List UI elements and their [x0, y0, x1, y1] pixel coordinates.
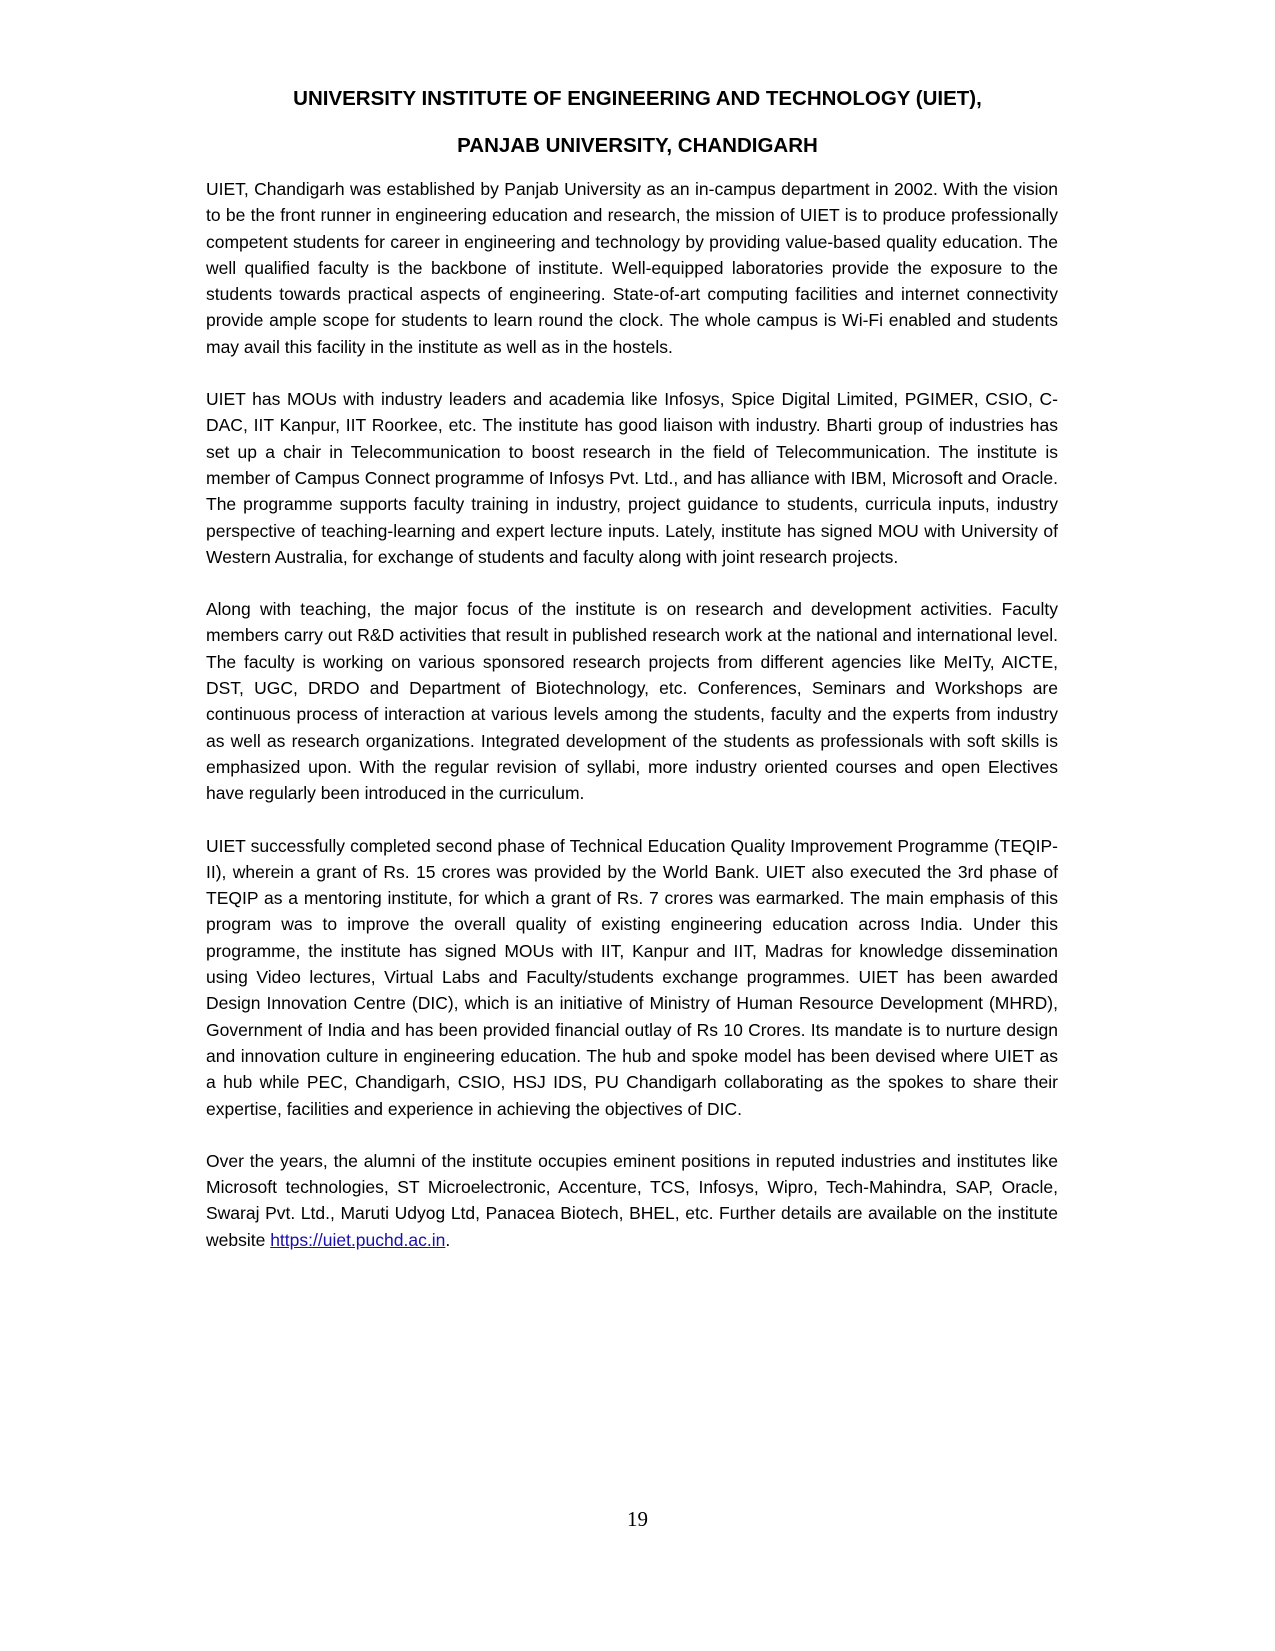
paragraph-establishment: UIET, Chandigarh was established by Panjab University as an in-campus department in 2002. With the vision to be the front runner in engineering education and research, the mission of UIET is to produce professionally competent students for career in engineering and technology by providing value-based quality education. The well qualified faculty is the backbone of institute. Well-equipped laboratories provide the exposure to the students towards practical aspects of engineering. State-of-art computing facilities and internet connectivity provide ample scope for students to learn round the clock. The whole campus is Wi-Fi enabled and students may avail this facility in the institute as well as in the hostels. — [206, 179, 1058, 357]
page-title-line-1: UNIVERSITY INSTITUTE OF ENGINEERING AND TECHNOLOGY (UIET), — [293, 87, 982, 110]
paragraph-research: Along with teaching, the major focus of the institute is on research and development activities. Faculty members carry out R&D activities that result in published research work at the national and international level. The faculty is working on various sponsored research projects from different agencies like MeITy, AICTE, DST, UGC, DRDO and Department of Biotechnology, etc. Conferences, Seminars and Workshops are continuous process of interaction at various levels among the students, faculty and the experts from industry as well as research organizations. Integrated development of the students as professionals with soft skills is emphasized upon. With the regular revision of syllabi, more industry oriented courses and open Electives have regularly been introduced in the curriculum. — [206, 599, 1058, 804]
paragraph-mous: UIET has MOUs with industry leaders and academia like Infosys, Spice Digital Limited, PGIMER, CSIO, C-DAC, IIT Kanpur, IIT Roorkee, etc. The institute has good liaison with industry. Bharti group of industries has set up a chair in Telecommunication to boost research in the field of Telecommunication. The institute is member of Campus Connect programme of Infosys Pvt. Ltd., and has alliance with IBM, Microsoft and Oracle. The programme supports faculty training in industry, project guidance to students, curricula inputs, industry perspective of teaching-learning and expert lecture inputs. Lately, institute has signed MOU with University of Western Australia, for exchange of students and faculty along with joint research projects. — [206, 389, 1058, 567]
page-number: 19 — [627, 1507, 648, 1531]
paragraph-alumni — [206, 1148, 1058, 1253]
page-title-line-2: PANJAB UNIVERSITY, CHANDIGARH — [457, 134, 818, 157]
paragraph-alumni-text: Over the years, the alumni of the institute occupies eminent positions in reputed industries and institutes like Microsoft technologies, ST Microelectronic, Accenture, TCS, Infosys, Wipro, Tech-Mahindra, SAP, Oracle, Swaraj Pvt. Ltd., Maruti Udyog Ltd, Panacea Biotech, BHEL, etc. Further details are available on the institute website — [206, 1150, 1058, 1250]
institute-website-link[interactable]: https://uiet.puchd.ac.in — [270, 1229, 446, 1250]
paragraph-alumni-trailing: . — [445, 1229, 451, 1250]
paragraph-teqip: UIET successfully completed second phase of Technical Education Quality Improvement Programme (TEQIP-II), wherein a grant of Rs. 15 crores was provided by the World Bank. UIET also executed the 3rd phase of TEQIP as a mentoring institute, for which a grant of Rs. 7 crores was earmarked. The main emphasis of this program was to improve the overall quality of existing engineering education across India. Under this programme, the institute has signed MOUs with IIT, Kanpur and IIT, Madras for knowledge dissemination using Video lectures, Virtual Labs and Faculty/students exchange programmes. UIET has been awarded Design Innovation Centre (DIC), which is an initiative of Ministry of Human Resource Development (MHRD), Government of India and has been provided financial outlay of Rs 10 Crores. Its mandate is to nurture design and innovation culture in engineering education. The hub and spoke model has been devised where UIET as a hub while PEC, Chandigarh, CSIO, HSJ IDS, PU Chandigarh collaborating as the spokes to share their expertise, facilities and experience in achieving the objectives of DIC. — [206, 835, 1058, 1119]
body-text — [206, 176, 1058, 1279]
